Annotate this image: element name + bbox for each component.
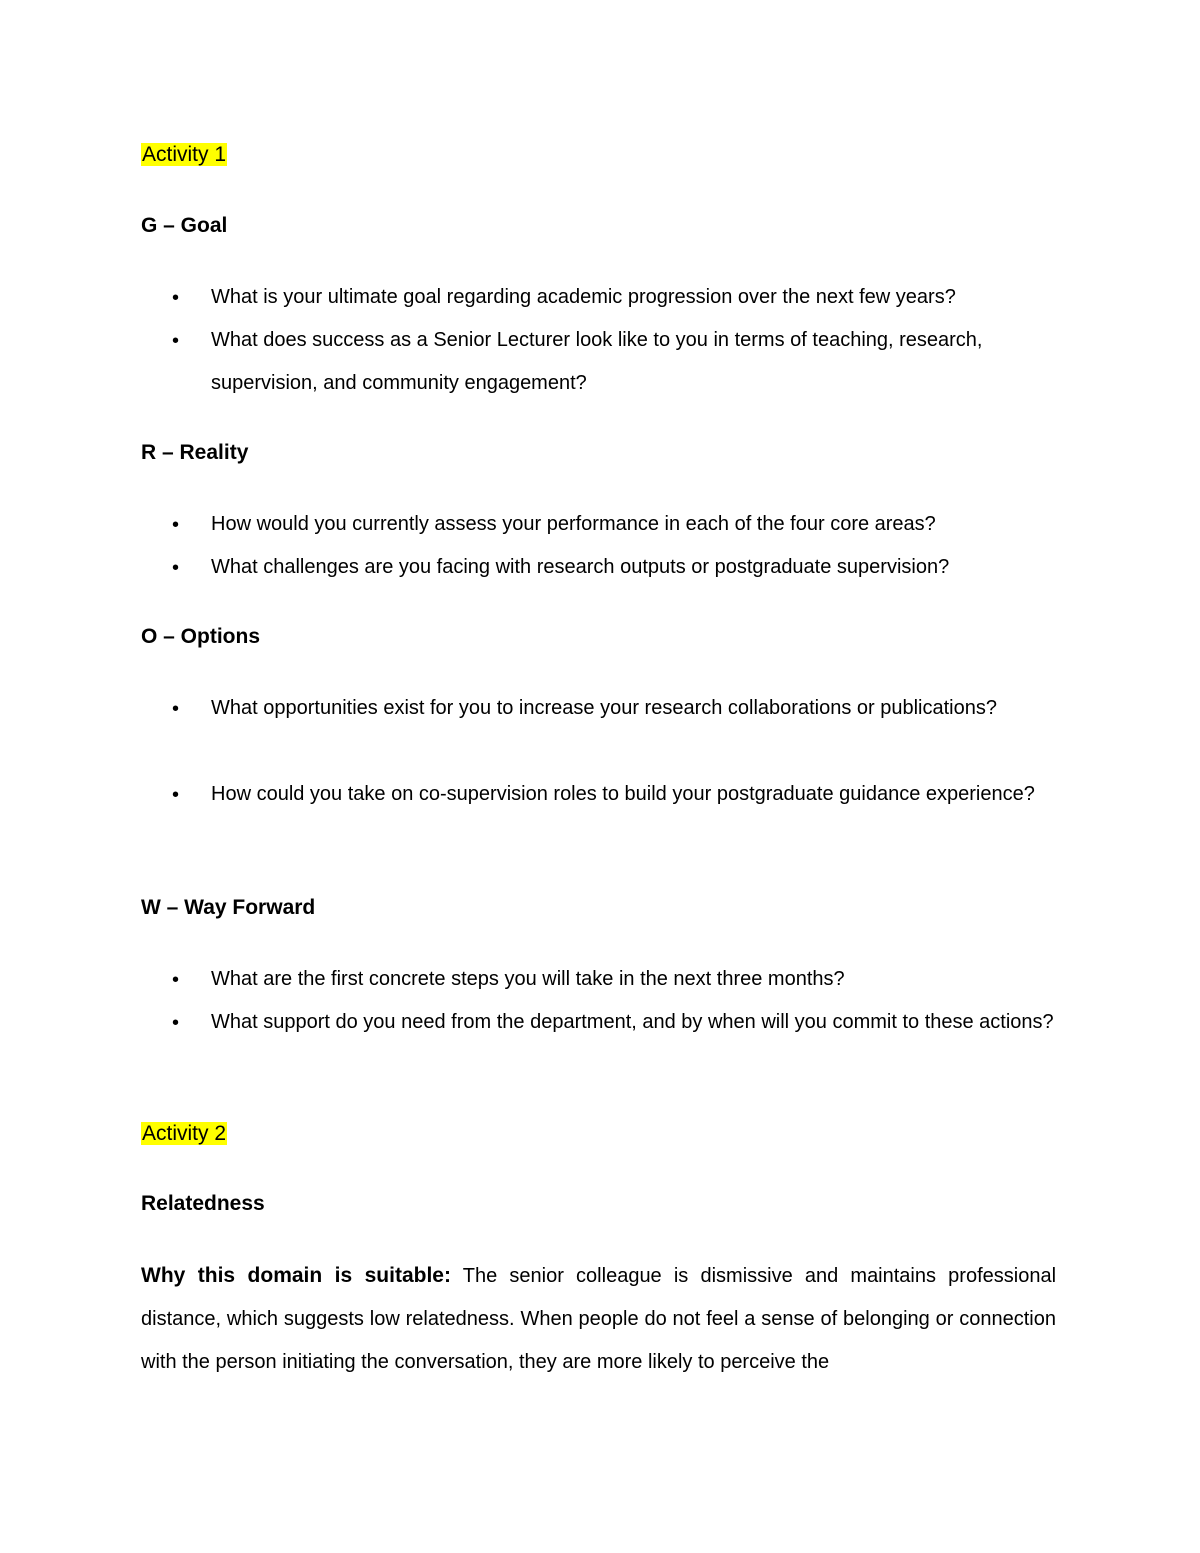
domain-title: Relatedness [141,1192,265,1215]
domain-rationale-paragraph [141,1254,1056,1384]
options-question-2: How could you take on co-supervision roles to build your postgraduate guidance experience? [211,783,1035,805]
bullet-icon: • [172,698,180,720]
section-options-title: O – Options [141,625,261,648]
activity-2-highlight: Activity 2 [142,1122,227,1145]
bullet-icon: • [172,514,180,536]
activity-2-heading [141,1120,227,1148]
section-reality-title: R – Reality [141,441,249,464]
section-way-forward-title: W – Way Forward [141,896,316,919]
way-forward-question-2: What support do you need from the department, and by when will you commit to these actions? [211,1011,1054,1033]
section-goal-title: G – Goal [141,214,228,237]
bullet-icon: • [172,784,180,806]
rationale-label: Why this domain is suitable: [141,1264,451,1287]
goal-question-2: What does success as a Senior Lecturer look like to you in terms of teaching, research, supervision, and community engagement? [211,329,983,394]
goal-question-1: What is your ultimate goal regarding academic progression over the next few years? [211,286,956,308]
reality-question-1: How would you currently assess your performance in each of the four core areas? [211,513,936,535]
reality-question-2: What challenges are you facing with research outputs or postgraduate supervision? [211,556,950,578]
bullet-icon: • [172,287,180,309]
way-forward-question-1: What are the first concrete steps you will take in the next three months? [211,968,845,990]
rationale-text: The senior colleague is dismissive and maintains professional distance, which suggests low relatedness. When people do not feel a sense of belonging or connection with the person initiating the conversation, they are more likely to perceive the [141,1265,1057,1373]
options-question-1: What opportunities exist for you to increase your research collaborations or publications? [211,697,997,719]
bullet-icon: • [172,557,180,579]
activity-1-heading [141,141,227,169]
bullet-icon: • [172,969,180,991]
activity-1-highlight: Activity 1 [142,143,227,166]
bullet-icon: • [172,330,180,352]
bullet-icon: • [172,1012,180,1034]
